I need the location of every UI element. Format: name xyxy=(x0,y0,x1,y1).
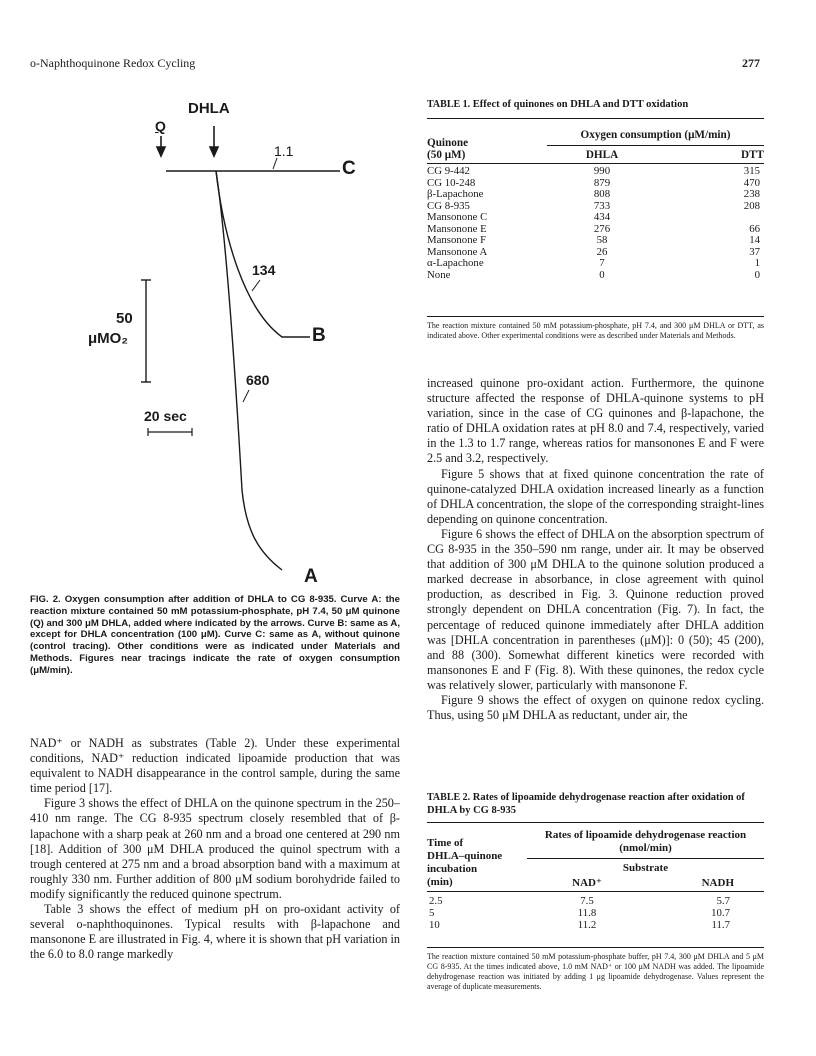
rate-b-label: 134 xyxy=(252,262,276,278)
table-2-label: TABLE 2. xyxy=(427,792,471,803)
table-row xyxy=(427,258,764,270)
dhla-rate-cell: 879 xyxy=(593,176,611,189)
scale-unit-label: μMO₂ xyxy=(88,330,129,347)
table-1-title xyxy=(427,99,787,110)
table-2-caption: Rates of lipoamide dehydrogenase reaction after oxidation of DHLA by CG 8-935 xyxy=(427,792,745,816)
table-row xyxy=(427,189,764,201)
dhla-rate-cell: 7 xyxy=(599,257,605,269)
table-row xyxy=(427,164,764,178)
dhla-rate-cell: 990 xyxy=(593,165,611,177)
quinone-cell: None xyxy=(427,268,451,281)
table-1-note: The reaction mixture contained 50 mM potassium-phosphate, pH 7.4, and 300 μM DHLA or DTT, as indicated above. Other experimental conditions were as described under Materials and Methods. xyxy=(427,316,764,341)
table-row xyxy=(427,907,764,919)
page-number: 277 xyxy=(742,56,760,70)
dtt-rate-cell: 208 xyxy=(743,199,760,212)
quinone-cell: CG 10-248 xyxy=(427,176,476,189)
dhla-label: DHLA xyxy=(188,100,230,117)
right-paragraph-2: Figure 5 shows that at fixed quinone concentration the rate of quinone-catalyzed DHLA oxidation increased linearly as a function of DHLA concentration, the slope of the corresponding straight-lines depending on quinone concentration. xyxy=(427,466,764,526)
curve-a-label: A xyxy=(304,566,318,587)
scale-value-label: 50 xyxy=(116,310,133,327)
quinone-cell: Mansonone C xyxy=(427,211,488,223)
table-row xyxy=(427,235,764,247)
quinone-cell: CG 9-442 xyxy=(427,165,470,177)
table-2-title xyxy=(427,791,764,817)
running-title: o-Naphthoquinone Redox Cycling xyxy=(30,56,196,70)
nadh-rate-cell: 11.7 xyxy=(711,919,730,931)
nad-rate-cell: 11.2 xyxy=(577,919,597,931)
time-scale-label: 20 sec xyxy=(144,408,187,424)
dhla-rate-cell: 0 xyxy=(599,268,605,281)
rate-b-leader xyxy=(252,280,260,291)
dhla-rate-cell: 58 xyxy=(596,234,608,246)
rate-c-label: 1.1 xyxy=(274,143,294,159)
quinone-label: Q xyxy=(155,118,166,134)
dtt-rate-cell: 470 xyxy=(743,176,760,189)
rate-a-leader xyxy=(243,390,249,402)
rate-c-leader xyxy=(273,158,277,169)
table-2-substrate-header: Substrate xyxy=(622,862,669,874)
dhla-rate-cell: 808 xyxy=(593,188,611,200)
dhla-rate-cell: 434 xyxy=(593,211,611,223)
quinone-cell: α-Lapachone xyxy=(427,257,484,269)
curve-b-label: B xyxy=(312,325,326,346)
right-paragraph-3: Figure 6 shows the effect of DHLA on the absorption spectrum of CG 8-935 in the 350–590 nm range, under air. It may be observed that addition of 300 μM DHLA to the quinone solution produced a marked decrease in absorbance, in close agreement with quinol production, as described in Fig. 3. Quinone reduction proved strongly dependent on DHLA concentration (Fig. 7). In fact, the percentage of reduced quinone immediately after DHLA addition was [DHLA concentration in parentheses (μM)]: 0 (50); 45 (200), and 88 (300). Somewhat different kinetics were recorded with mansonones E and F (Fig. 8). With these quinones, the redox cycle was relatively slower, particularly with mansonone F. xyxy=(427,526,764,692)
nadh-rate-cell: 5.7 xyxy=(716,895,730,907)
time-cell: 5 xyxy=(429,907,435,919)
quinone-cell: Mansonone E xyxy=(427,222,487,235)
table-2-span-header-2: (nmol/min) xyxy=(619,842,672,854)
dhla-rate-cell: 276 xyxy=(593,222,611,235)
dtt-rate-cell: 315 xyxy=(743,165,760,177)
left-paragraph-1: NAD⁺ or NADH as substrates (Table 2). Under these experimental conditions, NAD⁺ reduction indicated lipoamide production that was equivalent to NADH disappearance in the control sample, during the same time period [17]. xyxy=(30,736,400,796)
table-2 xyxy=(427,822,764,931)
right-column-text xyxy=(427,376,764,723)
table-row xyxy=(427,270,764,282)
right-paragraph-1: increased quinone pro-oxidant action. Furthermore, the quinone structure affected the response of DHLA-quinone systems to pH variation, since in the case of CG quinones and β-lapachone, the ratio of DHLA oxidation rates at pH 8.0 and 7.4, respectively, varied in the 1.3 to 1.7 range, whereas ratios for mansonones E and F were 2.5 and 3.2, respectively. xyxy=(427,376,764,466)
table-2-col-nad: NAD⁺ xyxy=(572,877,602,889)
curve-c-label: C xyxy=(342,158,356,179)
table-row xyxy=(427,919,764,931)
quinone-cell: CG 8-935 xyxy=(427,199,470,212)
right-paragraph-4: Figure 9 shows the effect of oxygen on quinone redox cycling. Thus, using 50 μM DHLA as reductant, under air, the xyxy=(427,692,764,723)
table-2-stub-header-4: (min) xyxy=(427,876,453,888)
table-2-stub-header-3: incubation xyxy=(427,863,478,875)
left-column-text xyxy=(30,736,400,962)
dtt-rate-cell: 37 xyxy=(749,245,760,258)
nad-rate-cell: 7.5 xyxy=(580,895,594,907)
dhla-rate-cell: 26 xyxy=(596,245,608,258)
quinone-arrowhead xyxy=(157,147,165,156)
table-1-col-dtt: DTT xyxy=(740,149,764,161)
quinone-cell: β-Lapachone xyxy=(427,188,484,200)
left-paragraph-3: Table 3 shows the effect of medium pH on pro-oxidant activity of several o-naphthoquinones. Typical results with β-lapachone and mansonone E are illustrated in Fig. 4, where it is shown that pH variation in the 6.0 to 8.0 range markedly xyxy=(30,902,400,962)
rate-a-label: 680 xyxy=(246,372,270,388)
table-row xyxy=(427,892,764,908)
dtt-rate-cell: 1 xyxy=(754,257,760,269)
nad-rate-cell: 11.8 xyxy=(577,907,597,919)
table-2-span-header-1: Rates of lipoamide dehydrogenase reaction xyxy=(544,829,747,841)
table-2-col-nadh: NADH xyxy=(701,876,734,889)
table-2-note: The reaction mixture contained 50 mM potassium-phosphate buffer, pH 7.4, 300 μM DHLA and 5 μM CG 8-935. At the times indicated above, 1.0 mM NAD⁺ or 100 μM NADH was added. The lipoamide dehydrogenase reaction was initiated by adding 1 μg lipoamide dehydrogenase. Values represent the average of duplicate measurements. xyxy=(427,947,764,992)
table-1-span-header: Oxygen consumption (μM/min) xyxy=(547,119,764,146)
quinone-cell: Mansonone F xyxy=(427,234,487,246)
table-1 xyxy=(427,118,764,281)
time-cell: 10 xyxy=(429,919,440,931)
table-1-caption: Effect of quinones on DHLA and DTT oxidation xyxy=(472,99,689,110)
table-2-stub-header-1: Time of xyxy=(427,837,464,849)
table-1-stub-header-1: Quinone xyxy=(427,137,469,149)
figure-2-caption: FIG. 2. Oxygen consumption after addition of DHLA to CG 8-935. Curve A: the reaction mixture contained 50 mM potassium-phosphate, pH 7.4, 50 μM quinone (Q) and 300 μM DHLA, added where indicated by the arrows. Curve B: same as A, except for DHLA concentration (100 μM). Curve C: same as A, without quinone (control tracing). Other conditions were as indicated under Materials and Methods. Figures near tracings indicate the rate of oxygen consumption (μM/min). xyxy=(30,594,400,676)
nadh-rate-cell: 10.7 xyxy=(711,907,730,919)
table-1-col-dhla: DHLA xyxy=(585,149,619,161)
table-1-stub-header-2: (50 μM) xyxy=(427,149,466,161)
table-1-label: TABLE 1. xyxy=(427,99,471,110)
dtt-rate-cell xyxy=(657,212,764,224)
left-paragraph-2: Figure 3 shows the effect of DHLA on the quinone spectrum in the 250–410 nm range. The CG 8-935 spectrum closely resembled that of β-lapachone with a sharp peak at 260 nm and a broad one centered at 290 nm [18]. Addition of 300 μM DHLA produced the quinol spectrum with a trough centered at 275 nm and a broad absorption band with a maximum at roughly 330 nm. Further addition of 800 μM sodium borohydride failed to modify significantly the reduced quinone spectrum. xyxy=(30,796,400,901)
table-row xyxy=(427,212,764,224)
dtt-rate-cell: 66 xyxy=(749,222,760,235)
dhla-arrowhead xyxy=(210,147,218,156)
dhla-rate-cell: 733 xyxy=(593,199,611,212)
dtt-rate-cell: 0 xyxy=(754,268,760,281)
dtt-rate-cell: 238 xyxy=(743,188,760,200)
dtt-rate-cell: 14 xyxy=(749,234,760,246)
quinone-cell: Mansonone A xyxy=(427,245,488,258)
table-2-stub-header-2: DHLA–quinone xyxy=(427,850,503,862)
time-cell: 2.5 xyxy=(429,895,443,907)
